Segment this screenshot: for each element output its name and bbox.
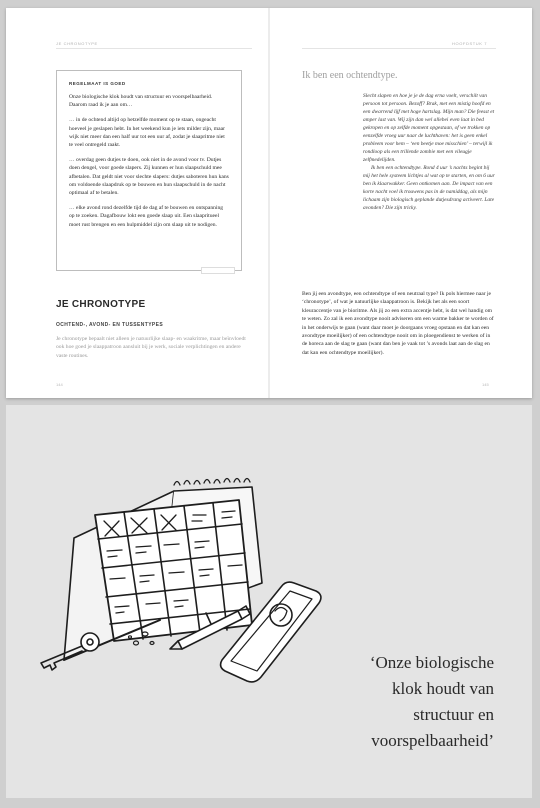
- gutter: [268, 8, 270, 398]
- tip-paragraph: … elke avond rond dezelfde tijd de dag af te bouwen en ontspanning op te zoeken. Dagafbouw lokt een goede slaap uit. Een slaapritueel moet rust brengen en een hulpmiddel zijn om slaap uit te nodigen.: [69, 205, 224, 228]
- right-body-text: Ben jij een avondtype, een ochtendtype of een neutraal type? Ik pols hiermee naar je ‘chronotype’, of wat je natuurlijke slaappatroon is. Bekijk het als een soort kleuraccentje van je bioritme. Als jij zo een extra accentje hebt, is dat wel handig om te weten. Zo zal ik een avondtype nooit adviseren om een warme bakker te worden of in het onderwijs te gaan (want daar moet je doorgaans vroeg opstaan en dat kan een avondtype moeilijker) of een ochtendtype nooit om in ploegendienst te werken of in de horeca aan de slag te gaan (want dan ben je vaak tot ’s avonds laat aan de slag en dat kan een ochtendtype moeilijker).: [302, 291, 494, 356]
- left-folio: 144: [56, 382, 63, 387]
- pull-quote: ‘Onze biologische klok houdt van structuur en voorspelbaarheid’: [369, 653, 494, 750]
- right-folio: 145: [482, 382, 489, 387]
- tip-box: [56, 70, 242, 271]
- tip-paragraph: … overdag geen dutjes te doen, ook niet in de avond voor tv. Dutjes doen dengel, voor goede slapers. Zij kunnen er hun slaapschuld mee afbetalen. Dat geldt niet voor slechte slapers: dutjes saboteren hun kans om voldoende slaapdruk op te bouwen en hun slaapschuld in de nacht optimaal af te betalen.: [69, 157, 229, 197]
- desk-calendar-icon: [64, 479, 262, 661]
- left-header-rule: [56, 48, 252, 49]
- illustration-page: [6, 405, 532, 798]
- section-title: JE CHRONOTYPE: [56, 299, 146, 310]
- right-running-head: HOOFDSTUK 7: [452, 41, 488, 46]
- right-heading: Ik ben een ochtendtype.: [302, 70, 398, 81]
- tip-paragraph: Onze biologische klok houdt van structuur en voorspelbaarheid. Daarom raad ik je aan om…: [69, 94, 213, 109]
- book-spread: [6, 8, 532, 398]
- right-header-rule: [302, 48, 496, 49]
- section-subtitle: OCHTEND-, AVOND- EN TUSSENTYPES: [56, 322, 164, 328]
- tip-box-title: REGELMAAT IS GOED: [69, 81, 126, 86]
- story-paragraph: Slecht slapen en hoe je je de dag erna voelt, verschilt van persoon tot persoon. Bezoff? Brak, met een mistig hoofd en een dwarrend lijf met hoge hartslag. Mijn man? Die feesst et amper last van. Wij zijn dan wel allebei even laat in bed gekropen en op zelfde moment opgestaan, of we trokken op eenzelfde vroeg uur naar de luchthaven: het is geen enkel probleem voor hem – ‘een beetje moe misschien’ – terwijl ik rondloop als een trillende zombie met een vileugje zelfmedelijden.: [363, 93, 495, 163]
- left-running-head: JE CHRONOTYPE: [56, 41, 98, 46]
- tip-paragraph: … in de ochtend altijd op hetzelfde moment op te staan, ongeacht hoeveel je geslapen hebt. In het weekend kun je iets milder zijn, maar wijk niet meer dan een half uur tot een uur af, zodat je slaapritme niet te veel ontregeld raakt.: [69, 117, 225, 149]
- story-paragraph: Ik ben een ochtendtype. Rond 4 uur ’s nachts begint bij mij het hele systeem lichtjes al wat op te starten, en om 6 uur ben ik klaarwakker. Geen ontkomen aan. De impact van een korte nacht voel ik trouwens pas in de namiddag, als mijn lichaam zijn biologisch geplande dutjesdrang activeert. Late avonden? Die zijn tricky.: [363, 165, 495, 211]
- tip-box-tab: [201, 267, 235, 274]
- section-intro: Je chronotype bepaalt niet alleen je natuurlijke slaap- en waakritme, maar beïnvloedt ook hoe goed je slaappatroon aansluit bij je werk, sociale verplichtingen en andere vaste routines.: [56, 336, 246, 359]
- personal-story: [363, 92, 497, 212]
